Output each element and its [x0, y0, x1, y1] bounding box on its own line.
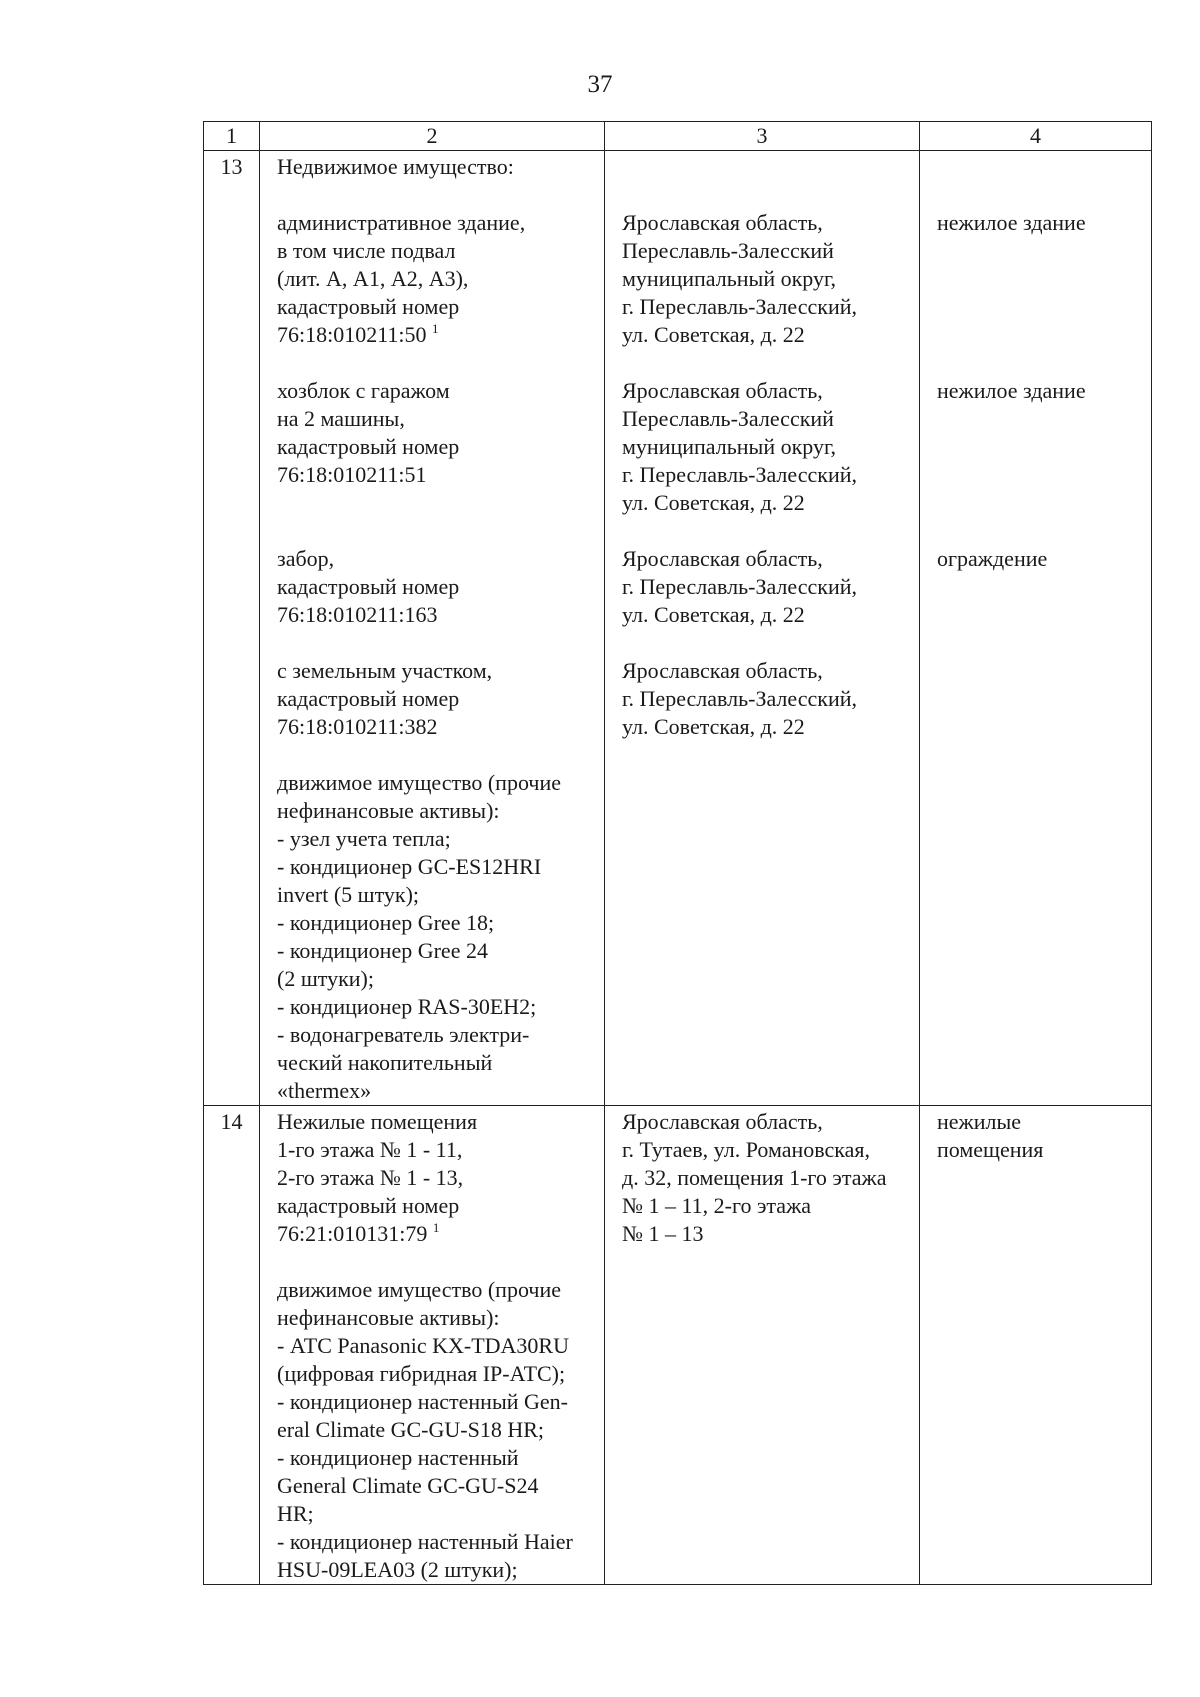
- item-address: Ярославская область, г. Переславль-Залесский, ул. Советская, д. 22: [622, 546, 857, 627]
- item-address: Ярославская область, Переславль-Залесский муниципальный округ, г. Переславль-Залесский, ул. Советская, д. 22: [622, 378, 857, 515]
- item-type: нежилые помещения: [937, 1109, 1044, 1162]
- footnote-mark: 1: [432, 1220, 440, 1235]
- header-col-4: 4: [920, 122, 1152, 151]
- movable-property-list: движимое имущество (прочие нефинансовые активы): - АТС Panasonic KX-TDA30RU (цифровая гибридная IP-АТС); - кондиционер настенный Gen- eral Climate GC-GU-S18 HR; - кондиционер настенный General Climate GC-GU-S24 HR; - кондиционер настенный Haier HSU-09LEA03 (2 штуки);: [277, 1277, 573, 1582]
- item-type: нежилое здание: [937, 210, 1086, 235]
- item-description: [277, 1108, 604, 1248]
- item-description: забор, кадастровый номер 76:18:010211:163: [277, 546, 460, 627]
- item-address: Ярославская область, г. Тутаев, ул. Романовская, д. 32, помещения 1-го этажа № 1 – 11, 2-го этажа № 1 – 13: [622, 1109, 887, 1246]
- row-number: 14: [204, 1106, 260, 1585]
- item-description: с земельным участком, кадастровый номер 76:18:010211:382: [277, 658, 493, 739]
- address-cell: [605, 151, 920, 1106]
- footnote-mark: 1: [432, 321, 439, 336]
- item-text: Нежилые помещения 1-го этажа № 1 - 11, 2-го этажа № 1 - 13, кадастровый номер 76:21:010131:79: [277, 1109, 478, 1246]
- property-description-cell: [260, 151, 605, 1106]
- table-header-row: [204, 122, 1152, 151]
- item-description: [277, 209, 604, 349]
- row-number: 13: [204, 151, 260, 1106]
- item-address: Ярославская область, г. Переславль-Залесский, ул. Советская, д. 22: [622, 658, 857, 739]
- movable-property-list: движимое имущество (прочие нефинансовые активы): - узел учета тепла; - кондиционер GC-ES12HRI invert (5 штук); - кондиционер Gree 18; - кондиционер Gree 24 (2 штуки); - кондиционер RAS-30EH2; - водонагреватель электри- ческий накопительный «thermex»: [277, 770, 561, 1103]
- address-cell: [605, 1106, 920, 1585]
- type-cell: [920, 151, 1152, 1106]
- page-number: 37: [587, 71, 613, 98]
- table-row: [204, 151, 1152, 1106]
- property-table: [203, 121, 1152, 1585]
- header-col-1: 1: [204, 122, 260, 151]
- header-col-3: 3: [605, 122, 920, 151]
- table-row: [204, 1106, 1152, 1585]
- item-description: хозблок с гаражом на 2 машины, кадастровый номер 76:18:010211:51: [277, 378, 460, 487]
- item-text: административное здание, в том числе подвал (лит. А, А1, А2, А3), кадастровый номер 76:18:010211:50: [277, 210, 526, 347]
- item-address: Ярославская область, Переславль-Залесский муниципальный округ, г. Переславль-Залесский, ул. Советская, д. 22: [622, 210, 857, 347]
- type-cell: [920, 1106, 1152, 1585]
- section-title: Недвижимое имущество:: [277, 154, 514, 179]
- header-col-2: 2: [260, 122, 605, 151]
- item-type: нежилое здание: [937, 378, 1086, 403]
- property-description-cell: [260, 1106, 605, 1585]
- item-type: ограждение: [937, 546, 1048, 571]
